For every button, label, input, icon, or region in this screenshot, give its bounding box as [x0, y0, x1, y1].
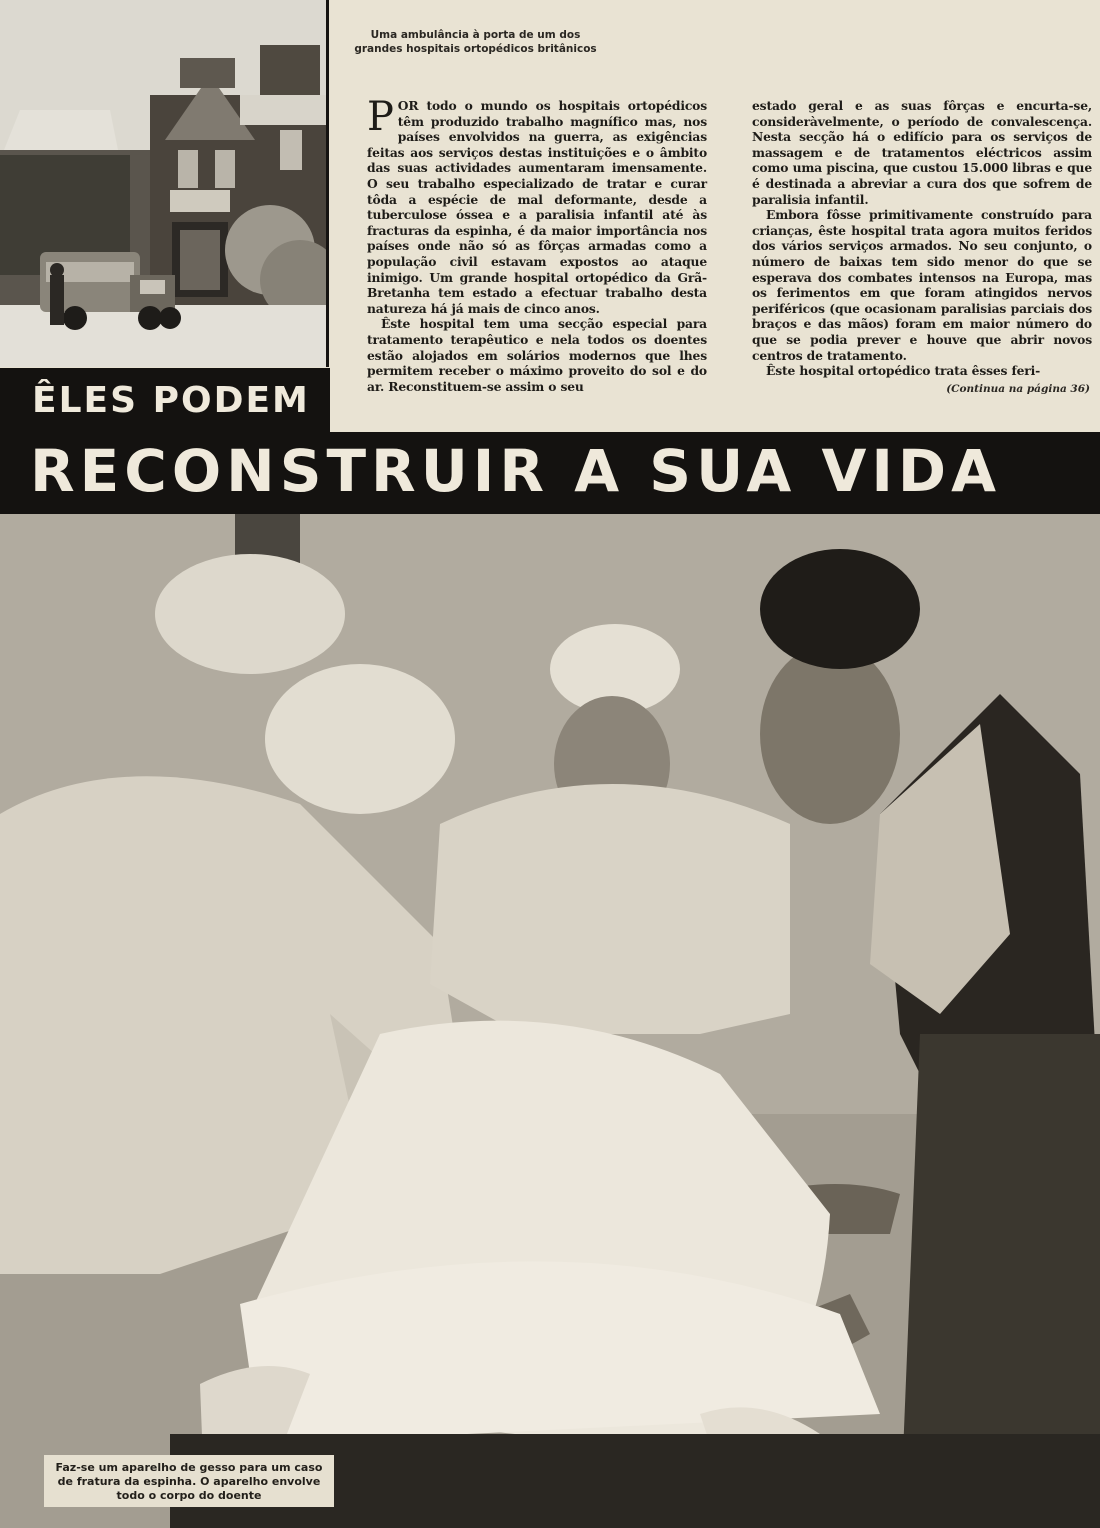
headline-line-1: ÊLES PODEM — [32, 380, 310, 421]
article-paragraph: Êste hospital ortopédico trata êsses feri- — [766, 363, 1041, 379]
drop-cap: P — [367, 94, 394, 140]
main-photo-caption: Faz-se um aparelho de gesso para um caso de fratura da espinha. O aparelho envolve todo o corpo do doente — [44, 1455, 334, 1507]
article-paragraph — [367, 94, 707, 316]
article-paragraph: Êste hospital tem uma secção especial para tratamento terapêutico e nela todos os doentes estão alojados em solários modernos que lhes permitem receber o máximo proveito do sol e do ar. Reconstituem-se assim o seu — [367, 316, 707, 394]
ambulance-photo-illustration — [0, 0, 326, 367]
plaster-cast-illustration — [0, 514, 1100, 1528]
article-column-2 — [752, 98, 1092, 379]
headline-line-2: RECONSTRUIR A SUA VIDA — [30, 437, 1001, 505]
article-paragraph-text: OR todo o mundo os hospitais ortopédicos têm produzido trabalho magnífico mas, nos países envolvidos na guerra, as exigências feitas aos serviços destas instituições e o âmbito das suas actividades aumentaram imensamente. O seu trabalho especializado de tratar e curar tôda a espécie de mal deformante, desde a tuberculose óssea e a paralisia infantil até às fracturas da espinha, é da maior importância nos países onde não só as fôrças armadas como a população civil estavam expostos ao ataque inimigo. Um grande hospital ortopédico da Grã-Bretanha tem estado a efectuar trabalho desta natureza há já mais de cinco anos. — [367, 98, 707, 316]
top-photo-caption: Uma ambulância à porta de um dos grandes hospitais ortopédicos britânicos — [354, 29, 597, 55]
article-column-1 — [367, 94, 707, 394]
article-paragraph: Embora fôsse primitivamente construído para crianças, êste hospital trata agora muitos feridos dos vários serviços armados. No seu conjunto, o número de baixas tem sido menor do que se esperava dos combates intensos na Europa, mas os ferimentos em que foram atingidos nervos periféricos (que ocasionam paralisias parciais dos braços e das mãos) foram em maior número do que se podia prever e houve que abrir novos centros de tratamento. — [752, 207, 1092, 363]
article-paragraph: estado geral e as suas fôrças e encurta-se, consideràvelmente, o período de convalescença. Nesta secção há o edifício para os serviços de massagem e de tratamentos eléctricos assim como uma piscina, que custou 15.000 libras e que é destinada a abreviar a cura dos que sofrem de paralisia infantil. — [752, 98, 1092, 207]
ambulance-photo — [0, 0, 329, 367]
continues-note: (Continua na página 36) — [946, 383, 1090, 395]
plaster-cast-photo — [0, 514, 1100, 1528]
